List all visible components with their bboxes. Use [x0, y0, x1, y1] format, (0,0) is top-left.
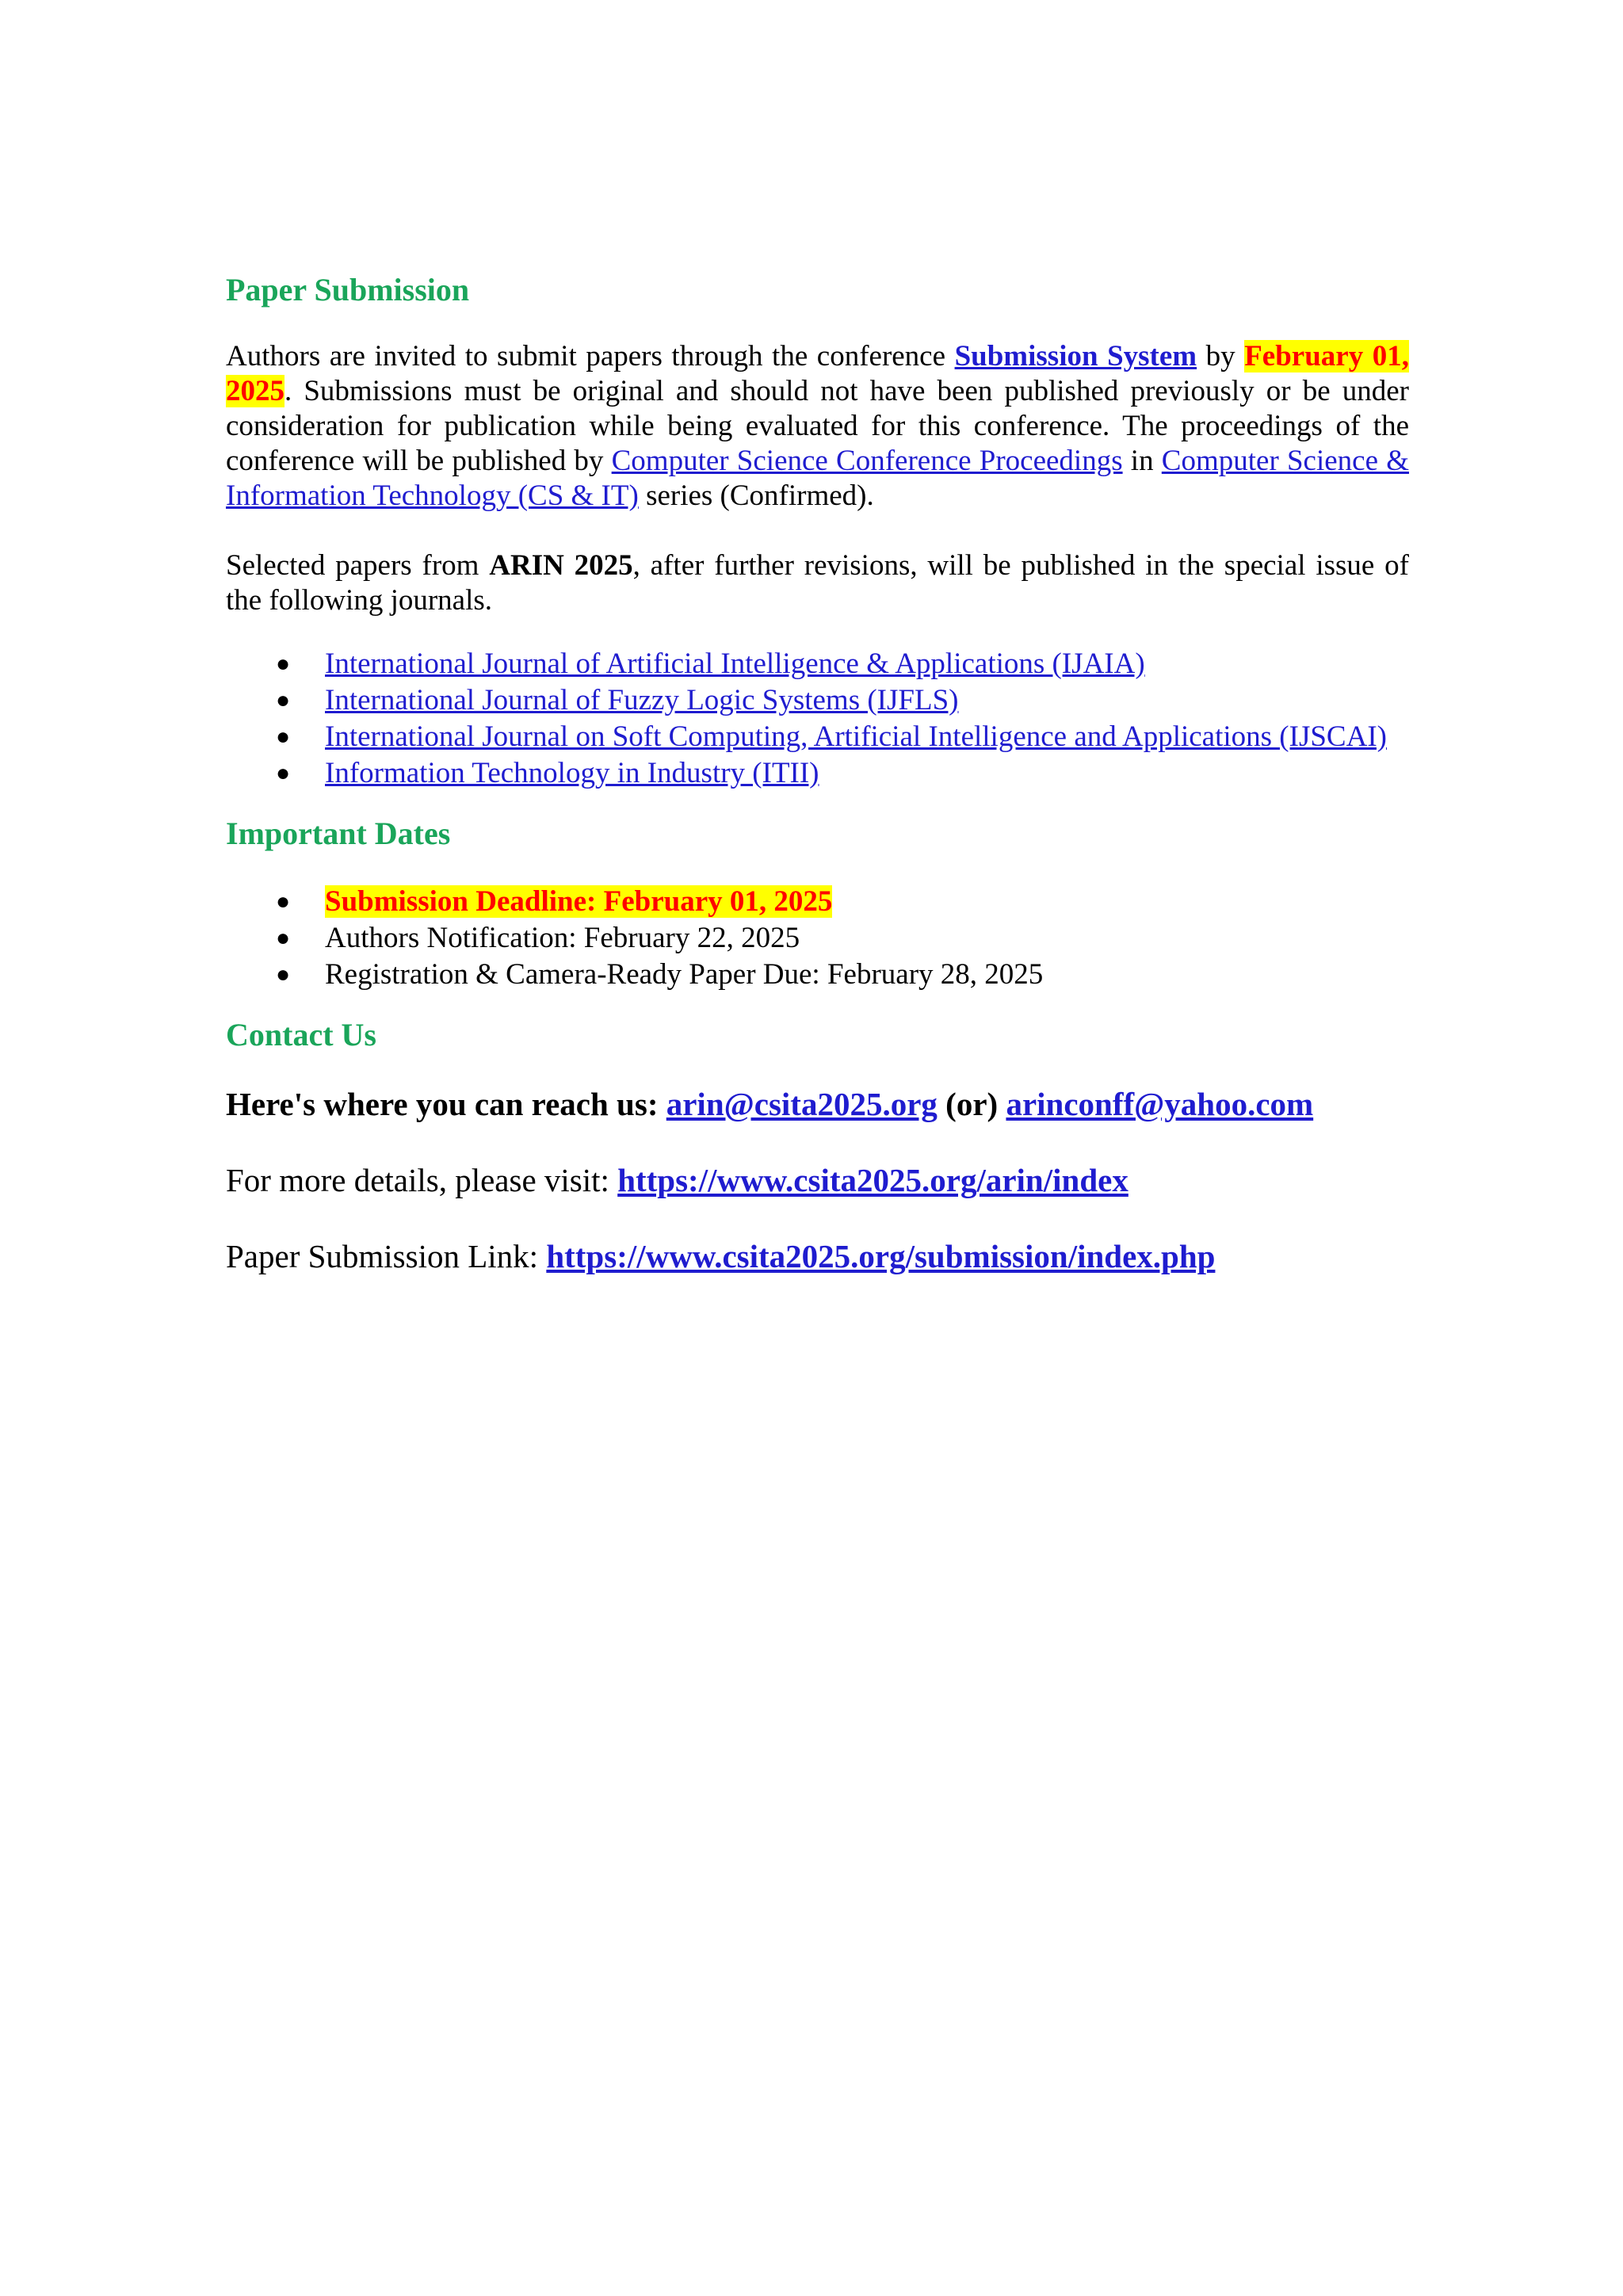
submission-page-link[interactable]: https://www.csita2025.org/submission/index.php	[546, 1238, 1216, 1274]
details-link[interactable]: https://www.csita2025.org/arin/index	[617, 1162, 1128, 1198]
list-item	[226, 756, 1409, 791]
email-link-secondary[interactable]: arinconff@yahoo.com	[1006, 1086, 1314, 1122]
dates-list	[226, 884, 1409, 992]
journal-link-ijfls[interactable]: International Journal of Fuzzy Logic Systems (IJFLS)	[325, 684, 959, 716]
contact-heading: Contact Us	[226, 1017, 376, 1052]
bullet-icon: ●	[276, 651, 291, 677]
list-item	[226, 647, 1409, 682]
bullet-icon: ●	[276, 724, 291, 750]
list-item	[226, 921, 1409, 956]
camera-ready-due: Registration & Camera-Ready Paper Due: February 28, 2025	[325, 958, 1044, 991]
submission-paragraph	[226, 339, 1409, 514]
journal-link-ijaia[interactable]: International Journal of Artificial Intelligence & Applications (IJAIA)	[325, 648, 1145, 680]
intro-text-2: by	[1197, 340, 1245, 372]
intro-text-5: series (Confirmed).	[638, 479, 874, 512]
submission-system-link[interactable]: Submission System	[954, 340, 1197, 372]
list-item	[226, 720, 1409, 755]
bullet-icon: ●	[276, 888, 291, 915]
series-link[interactable]: Computer Science & Information Technology (CS & IT)	[226, 445, 1410, 512]
details-line	[226, 1160, 1409, 1200]
bullet-icon: ●	[276, 961, 291, 988]
intro-text-4: in	[1122, 445, 1162, 477]
contact-emails-line	[226, 1084, 1409, 1124]
deadline-highlight: February 01, 2025	[226, 340, 1409, 407]
bullet-icon: ●	[276, 687, 291, 713]
journal-list	[226, 647, 1409, 791]
details-label: For more details, please visit:	[226, 1162, 618, 1198]
list-item	[226, 683, 1409, 718]
important-dates-heading: Important Dates	[226, 816, 451, 851]
submission-link-line	[226, 1236, 1409, 1276]
submission-deadline: Submission Deadline: February 01, 2025	[325, 885, 833, 918]
selected-text-2: , after further revisions, will be published in the special issue of the following journals.	[226, 549, 1409, 617]
selected-text-1: Selected papers from	[226, 549, 490, 582]
submission-label: Paper Submission Link:	[226, 1238, 547, 1274]
conference-name: ARIN 2025	[489, 549, 633, 582]
document-page	[226, 269, 1409, 1276]
or-text: (or)	[937, 1086, 1006, 1122]
bullet-icon: ●	[276, 925, 291, 951]
reach-label: Here's where you can reach us:	[226, 1086, 666, 1122]
journal-link-itii[interactable]: Information Technology in Industry (ITII)	[325, 757, 819, 789]
list-item	[226, 884, 1409, 919]
intro-text-3: . Submissions must be original and should not have been published previously or be under consideration for publication while being evaluated for this conference. The proceedings of the conference will be published by	[226, 375, 1409, 477]
email-link-primary[interactable]: arin@csita2025.org	[666, 1086, 938, 1122]
selected-papers-paragraph	[226, 548, 1409, 618]
authors-notification: Authors Notification: February 22, 2025	[325, 922, 800, 954]
paper-submission-heading: Paper Submission	[226, 272, 470, 308]
intro-text-1: Authors are invited to submit papers through the conference	[226, 340, 955, 372]
journal-link-ijscai[interactable]: International Journal on Soft Computing, Artificial Intelligence and Applications (IJSCAI)	[325, 720, 1387, 753]
list-item	[226, 957, 1409, 992]
proceedings-link[interactable]: Computer Science Conference Proceedings	[611, 445, 1123, 477]
bullet-icon: ●	[276, 760, 291, 786]
